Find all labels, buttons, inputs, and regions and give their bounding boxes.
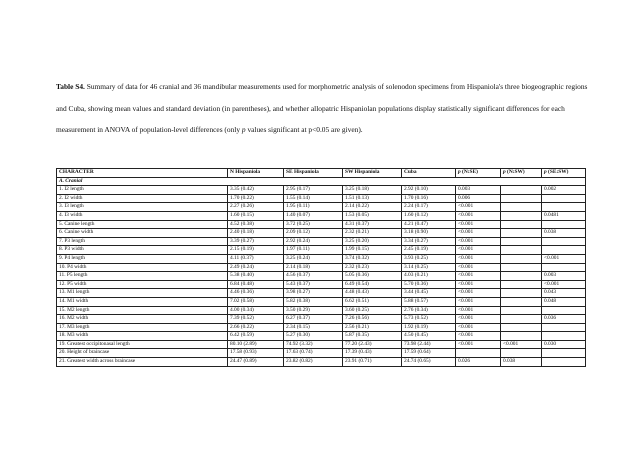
- cell-se-hispaniola: 5.27 (0.30): [284, 332, 343, 341]
- cell-p-n-sw: [501, 211, 542, 220]
- cell-p-se-sw: 0.002: [542, 186, 586, 195]
- cell-cuba: 3.93 (0.25): [402, 254, 456, 263]
- cell-n-hispaniola: 7.02 (0.58): [228, 297, 284, 306]
- table-row: [57, 229, 586, 238]
- cell-se-hispaniola: 1.97 (0.11): [284, 246, 343, 255]
- cell-n-hispaniola: 1.70 (0.22): [228, 194, 284, 203]
- cell-p-se-sw: [542, 194, 586, 203]
- cell-p-se-sw: 0.0481: [542, 211, 586, 220]
- cell-p-n-sw: [501, 246, 542, 255]
- cell-n-hispaniola: 80.10 (2.89): [228, 340, 284, 349]
- header-row: [57, 169, 586, 178]
- table-row: [57, 289, 586, 298]
- cell-se-hispaniola: 2.09 (0.12): [284, 229, 343, 238]
- table-row: [57, 349, 586, 358]
- cell-se-hispaniola: 2.95 (0.17): [284, 186, 343, 195]
- cell-character: 7. P3 length: [57, 237, 228, 246]
- cell-cuba: 4.50 (0.45): [402, 332, 456, 341]
- cell-p-se-sw: [542, 306, 586, 315]
- cell-n-hispaniola: 2.49 (0.24): [228, 263, 284, 272]
- header-cuba: Cuba: [402, 169, 456, 178]
- cell-se-hispaniola: 2.34 (0.15): [284, 323, 343, 332]
- cell-p-n-se: <0.001: [456, 237, 501, 246]
- cell-cuba: 24.74 (0.65): [402, 358, 456, 367]
- cell-sw-hispaniola: 6.62 (0.51): [343, 297, 402, 306]
- section-label: A. Cranial: [57, 177, 586, 186]
- cell-p-se-sw: <0.001: [542, 280, 586, 289]
- cell-sw-hispaniola: 1.53 (0.05): [343, 211, 402, 220]
- cell-se-hispaniola: 1.40 (0.07): [284, 211, 343, 220]
- cell-character: 4. I3 width: [57, 211, 228, 220]
- header-p-se-sw: [542, 169, 586, 178]
- header-sw-hispaniola: SW Hispaniola: [343, 169, 402, 178]
- cell-n-hispaniola: 2.66 (0.22): [228, 323, 284, 332]
- cell-p-n-se: <0.001: [456, 332, 501, 341]
- cell-character: 13. M1 length: [57, 289, 228, 298]
- cell-p-n-se: <0.001: [456, 340, 501, 349]
- cell-cuba: 1.70 (0.16): [402, 194, 456, 203]
- cell-p-n-sw: [501, 194, 542, 203]
- cell-p-n-se: <0.001: [456, 220, 501, 229]
- cell-p-n-se: <0.001: [456, 315, 501, 324]
- cell-character: 20. Height of braincase: [57, 349, 228, 358]
- cell-p-n-sw: [501, 254, 542, 263]
- cell-cuba: 1.60 (0.12): [402, 211, 456, 220]
- table-row: [57, 220, 586, 229]
- cell-character: 8. P3 width: [57, 246, 228, 255]
- table-row: [57, 194, 586, 203]
- cell-p-se-sw: [542, 332, 586, 341]
- header-p-n-sw: [501, 169, 542, 178]
- cell-n-hispaniola: 24.47 (0.89): [228, 358, 284, 367]
- table-row: [57, 340, 586, 349]
- cell-se-hispaniola: 3.25 (0.24): [284, 254, 343, 263]
- cell-se-hispaniola: 17.63 (0.74): [284, 349, 343, 358]
- cell-sw-hispaniola: 3.60 (0.25): [343, 306, 402, 315]
- cell-sw-hispaniola: 1.51 (0.13): [343, 194, 402, 203]
- table-row: [57, 186, 586, 195]
- cell-p-n-sw: <0.001: [501, 340, 542, 349]
- cell-sw-hispaniola: 2.56 (0.21): [343, 323, 402, 332]
- cell-p-n-se: 0.006: [456, 194, 501, 203]
- cell-se-hispaniola: 3.50 (0.29): [284, 306, 343, 315]
- cell-p-se-sw: [542, 323, 586, 332]
- header-p-symbol: p: [458, 169, 461, 175]
- caption-p-symbol: p: [241, 125, 246, 135]
- cell-cuba: 3.44 (0.45): [402, 289, 456, 298]
- cell-p-n-se: 0.026: [456, 358, 501, 367]
- cell-cuba: 73.98 (2.44): [402, 340, 456, 349]
- cell-character: 5. Canine length: [57, 220, 228, 229]
- caption-label: Table S4.: [56, 82, 85, 92]
- cell-sw-hispaniola: 4.48 (0.43): [343, 289, 402, 298]
- cell-cuba: 5.70 (0.36): [402, 280, 456, 289]
- cell-p-se-sw: [542, 237, 586, 246]
- cell-se-hispaniola: 1.95 (0.11): [284, 203, 343, 212]
- cell-character: 15. M2 length: [57, 306, 228, 315]
- cell-character: 3. I3 length: [57, 203, 228, 212]
- cell-cuba: 3.14 (0.25): [402, 263, 456, 272]
- cell-se-hispaniola: 23.82 (0.82): [284, 358, 343, 367]
- cell-p-se-sw: [542, 349, 586, 358]
- table-row: [57, 306, 586, 315]
- cell-p-n-sw: [501, 220, 542, 229]
- cell-character: 10. P4 width: [57, 263, 228, 272]
- header-character: CHARACTER: [57, 169, 228, 178]
- cell-se-hispaniola: 2.14 (0.18): [284, 263, 343, 272]
- table-row: [57, 272, 586, 281]
- cell-p-n-se: <0.001: [456, 211, 501, 220]
- cell-p-n-sw: [501, 263, 542, 272]
- cell-cuba: 1.92 (0.19): [402, 323, 456, 332]
- cell-sw-hispaniola: 4.31 (0.37): [343, 220, 402, 229]
- cell-n-hispaniola: 2.40 (0.18): [228, 229, 284, 238]
- cell-p-n-sw: [501, 280, 542, 289]
- cell-sw-hispaniola: 23.91 (0.71): [343, 358, 402, 367]
- table-row: [57, 323, 586, 332]
- cell-p-n-se: <0.001: [456, 272, 501, 281]
- cell-n-hispaniola: 4.46 (0.36): [228, 289, 284, 298]
- cell-p-se-sw: 0.003: [542, 272, 586, 281]
- cell-p-n-sw: [501, 349, 542, 358]
- cell-cuba: 4.21 (0.47): [402, 220, 456, 229]
- table-caption: [56, 76, 596, 141]
- cell-p-se-sw: <0.001: [542, 254, 586, 263]
- cell-p-se-sw: [542, 263, 586, 272]
- cell-sw-hispaniola: 2.32 (0.23): [343, 263, 402, 272]
- cell-p-se-sw: [542, 246, 586, 255]
- cell-se-hispaniola: 3.72 (0.25): [284, 220, 343, 229]
- cell-sw-hispaniola: 77.20 (2.43): [343, 340, 402, 349]
- header-p-label: (N:SE): [460, 169, 478, 175]
- cell-n-hispaniola: 6.84 (0.48): [228, 280, 284, 289]
- cell-character: 19. Greatest occipitonasal length: [57, 340, 228, 349]
- cell-sw-hispaniola: 7.26 (0.56): [343, 315, 402, 324]
- cell-p-n-se: <0.001: [456, 203, 501, 212]
- cell-cuba: 5.88 (0.57): [402, 297, 456, 306]
- cell-p-n-se: <0.001: [456, 280, 501, 289]
- cell-n-hispaniola: 2.27 (0.26): [228, 203, 284, 212]
- cell-n-hispaniola: 4.52 (0.38): [228, 220, 284, 229]
- cell-n-hispaniola: 7.39 (0.52): [228, 315, 284, 324]
- cell-character: 9. P4 length: [57, 254, 228, 263]
- table-row: [57, 203, 586, 212]
- cell-p-n-sw: [501, 289, 542, 298]
- table-row: [57, 254, 586, 263]
- cell-character: 17. M3 length: [57, 323, 228, 332]
- cell-sw-hispaniola: 5.05 (0.36): [343, 272, 402, 281]
- table-row: [57, 315, 586, 324]
- table-row: [57, 280, 586, 289]
- cell-sw-hispaniola: 3.74 (0.32): [343, 254, 402, 263]
- cell-n-hispaniola: 4.00 (0.34): [228, 306, 284, 315]
- cell-cuba: 2.24 (0.17): [402, 203, 456, 212]
- table-row: [57, 263, 586, 272]
- table-row: [57, 358, 586, 367]
- cell-p-se-sw: [542, 203, 586, 212]
- cell-p-n-se: <0.001: [456, 263, 501, 272]
- table-row: [57, 297, 586, 306]
- cell-p-n-sw: [501, 237, 542, 246]
- cell-p-n-sw: [501, 323, 542, 332]
- header-p-symbol: p: [544, 169, 547, 175]
- cell-p-n-se: <0.001: [456, 297, 501, 306]
- cell-sw-hispaniola: 2.32 (0.21): [343, 229, 402, 238]
- header-p-symbol: p: [503, 169, 506, 175]
- cell-cuba: 5.73 (0.52): [402, 315, 456, 324]
- cell-p-n-sw: [501, 203, 542, 212]
- cell-cuba: 2.92 (0.10): [402, 186, 456, 195]
- cell-character: 14. M1 width: [57, 297, 228, 306]
- cell-se-hispaniola: 5.43 (0.37): [284, 280, 343, 289]
- cell-n-hispaniola: 1.60 (0.15): [228, 211, 284, 220]
- cell-p-se-sw: 0.036: [542, 315, 586, 324]
- cell-character: 2. I2 width: [57, 194, 228, 203]
- cell-cuba: 2.76 (0.34): [402, 306, 456, 315]
- cell-p-n-se: <0.001: [456, 254, 501, 263]
- cell-p-n-se: [456, 349, 501, 358]
- cell-character: 11. P5 length: [57, 272, 228, 281]
- caption-text-2: values significant at p<0.05 are given).: [245, 125, 363, 135]
- cell-n-hispaniola: 4.11 (0.37): [228, 254, 284, 263]
- cell-n-hispaniola: 5.38 (0.40): [228, 272, 284, 281]
- cell-n-hispaniola: 17.58 (0.93): [228, 349, 284, 358]
- cell-se-hispaniola: 4.56 (0.37): [284, 272, 343, 281]
- cell-se-hispaniola: 74.92 (3.32): [284, 340, 343, 349]
- cell-se-hispaniola: 5.82 (0.38): [284, 297, 343, 306]
- caption-text-1: Summary of data for 46 cranial and 36 mandibular measurements used for morphometric analysis of solenodon specimens from Hispaniola's three biogeographic regions and Cuba, showing mean values and standard deviation (in parentheses), and whether allopatric Hispaniolan populations display statistically significant differences for each measurement in ANOVA of population-level differences (only: [56, 82, 588, 135]
- cell-p-n-sw: [501, 186, 542, 195]
- cell-p-n-se: 0.003: [456, 186, 501, 195]
- cell-cuba: 2.45 (0.19): [402, 246, 456, 255]
- cell-p-n-sw: [501, 306, 542, 315]
- cell-se-hispaniola: 2.92 (0.24): [284, 237, 343, 246]
- header-p-label: (N:SW): [505, 169, 525, 175]
- cell-sw-hispaniola: 2.14 (0.22): [343, 203, 402, 212]
- table-row: [57, 211, 586, 220]
- cell-character: 16. M2 width: [57, 315, 228, 324]
- cell-n-hispaniola: 6.42 (0.59): [228, 332, 284, 341]
- table-row: [57, 246, 586, 255]
- cell-character: 12. P5 width: [57, 280, 228, 289]
- table-row: [57, 332, 586, 341]
- cell-p-n-sw: [501, 272, 542, 281]
- cell-cuba: 17.59 (0.64): [402, 349, 456, 358]
- cell-p-n-se: <0.001: [456, 306, 501, 315]
- cell-sw-hispaniola: 17.39 (0.43): [343, 349, 402, 358]
- header-se-hispaniola: SE Hispaniola: [284, 169, 343, 178]
- cell-sw-hispaniola: 1.99 (0.15): [343, 246, 402, 255]
- cell-n-hispaniola: 3.35 (0.42): [228, 186, 284, 195]
- cell-p-n-se: <0.001: [456, 289, 501, 298]
- cell-p-se-sw: [542, 358, 586, 367]
- cell-sw-hispaniola: 6.49 (0.54): [343, 280, 402, 289]
- cell-p-n-se: <0.001: [456, 246, 501, 255]
- cell-character: 1. I2 length: [57, 186, 228, 195]
- cell-cuba: 3.18 (0.90): [402, 229, 456, 238]
- cell-sw-hispaniola: 3.25 (0.18): [343, 186, 402, 195]
- cell-character: 18. M3 width: [57, 332, 228, 341]
- cell-n-hispaniola: 2.15 (0.19): [228, 246, 284, 255]
- cell-cuba: 4.03 (0.21): [402, 272, 456, 281]
- cell-p-n-sw: [501, 315, 542, 324]
- header-n-hispaniola: N Hispaniola: [228, 169, 284, 178]
- cell-sw-hispaniola: 5.87 (0.35): [343, 332, 402, 341]
- cell-p-n-sw: [501, 332, 542, 341]
- section-row: [57, 177, 586, 186]
- cell-se-hispaniola: 3.98 (0.27): [284, 289, 343, 298]
- cell-p-se-sw: 0.030: [542, 340, 586, 349]
- measurement-table: [56, 168, 586, 367]
- table-body: [57, 177, 586, 366]
- table-row: [57, 237, 586, 246]
- cell-p-se-sw: [542, 220, 586, 229]
- cell-p-n-se: <0.001: [456, 229, 501, 238]
- header-p-label: (SE:SW): [546, 169, 569, 175]
- cell-character: 6. Canine width: [57, 229, 228, 238]
- cell-p-n-sw: [501, 297, 542, 306]
- cell-n-hispaniola: 3.39 (0.27): [228, 237, 284, 246]
- cell-p-n-sw: 0.038: [501, 358, 542, 367]
- cell-se-hispaniola: 6.27 (0.37): [284, 315, 343, 324]
- cell-cuba: 3.34 (0.27): [402, 237, 456, 246]
- cell-se-hispaniola: 1.55 (0.14): [284, 194, 343, 203]
- cell-p-n-se: <0.001: [456, 323, 501, 332]
- cell-p-se-sw: 0.048: [542, 297, 586, 306]
- cell-sw-hispaniola: 3.25 (0.20): [343, 237, 402, 246]
- header-p-n-se: [456, 169, 501, 178]
- cell-character: 21. Greatest width across braincase: [57, 358, 228, 367]
- cell-p-n-sw: [501, 229, 542, 238]
- cell-p-se-sw: 0.038: [542, 229, 586, 238]
- cell-p-se-sw: 0.043: [542, 289, 586, 298]
